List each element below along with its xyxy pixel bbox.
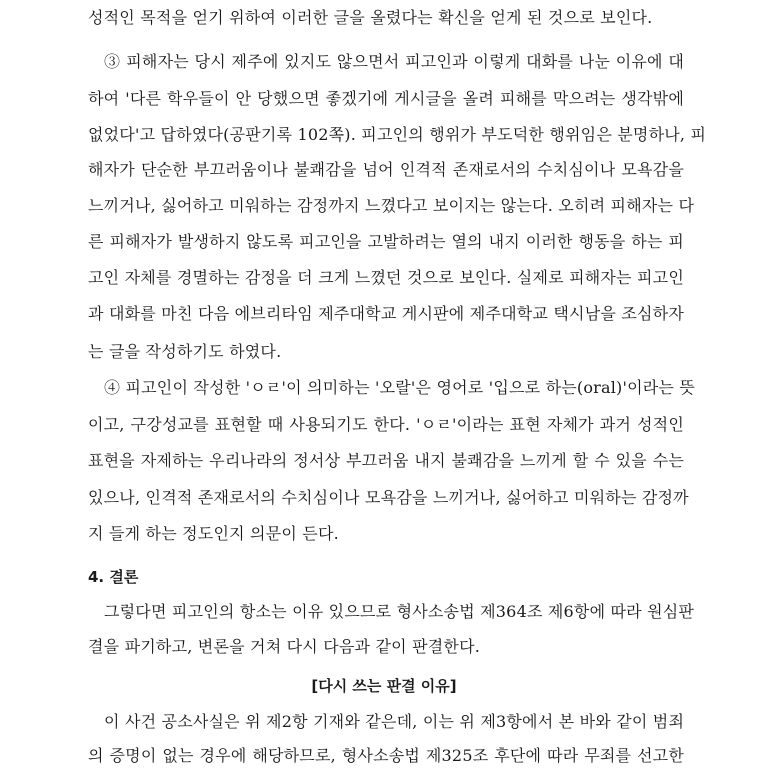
- paragraph-line: 느끼거나, 싫어하고 미워하는 감정까지 느꼈다고 보이지는 않는다. 오히려 피해자는 다: [88, 196, 695, 215]
- paragraph-line: 결을 파기하고, 변론을 거쳐 다시 다음과 같이 판결한다.: [88, 637, 481, 656]
- paragraph-line: 과 대화를 마친 다음 에브리타임 제주대학교 게시판에 제주대학교 택시남을 조심하자: [88, 304, 684, 323]
- paragraph-line: ③ 피해자는 당시 제주에 있지도 않으면서 피고인과 이렇게 대화를 나눈 이유에 대: [104, 52, 684, 71]
- paragraph-line: ④ 피고인이 작성한 'ㅇㄹ'이 의미하는 '오랄'은 영어로 '입으로 하는(oral)'이라는 뜻: [104, 378, 696, 397]
- paragraph-line: 있으나, 인격적 존재로서의 수치심이나 모욕감을 느끼거나, 싫어하고 미워하는 감정까: [88, 488, 689, 507]
- paragraph-line: 의 증명이 없는 경우에 해당하므로, 형사소송법 제325조 후단에 따라 무죄를 선고한: [88, 746, 684, 765]
- paragraph-line: 른 피해자가 발생하지 않도록 피고인을 고발하려는 열의 내지 이러한 행동을 하는 피: [88, 232, 684, 251]
- subheading: [다시 쓰는 판결 이유]: [311, 677, 457, 695]
- section-heading: 4. 결론: [88, 568, 139, 586]
- paragraph-line: 고인 자체를 경멸하는 감정을 더 크게 느꼈던 것으로 보인다. 실제로 피해자는 피고인: [88, 268, 684, 287]
- paragraph-line: 이고, 구강성교를 표현할 때 사용되기도 한다. 'ㅇㄹ'이라는 표현 자체가 과거 성적인: [88, 415, 684, 434]
- paragraph-line: 그렇다면 피고인의 항소는 이유 있으므로 형사소송법 제364조 제6항에 따라 원심판: [104, 602, 695, 621]
- paragraph-line: 성적인 목적을 얻기 위하여 이러한 글을 올렸다는 확신을 얻게 된 것으로 보인다.: [88, 8, 653, 27]
- paragraph-line: 하여 '다른 학우들이 안 당했으면 좋겠기에 게시글을 올려 피해를 막으려는 생각밖에: [88, 89, 684, 108]
- paragraph-line: 이 사건 공소사실은 위 제2항 기재와 같은데, 이는 위 제3항에서 본 바와 같이 범죄: [104, 712, 685, 731]
- paragraph-line: 없었다'고 답하였다(공판기록 102쪽). 피고인의 행위가 부도덕한 행위임은 분명하나, 피: [88, 125, 707, 144]
- paragraph-line: 지 들게 하는 정도인지 의문이 든다.: [88, 524, 339, 543]
- paragraph-line: 는 글을 작성하기도 하였다.: [88, 342, 282, 361]
- paragraph-line: 해자가 단순한 부끄러움이나 불쾌감을 넘어 인격적 존재로서의 수치심이나 모욕감을: [88, 160, 684, 179]
- paragraph-line: 표현을 자제하는 우리나라의 정서상 부끄러움 내지 불쾌감을 느끼게 할 수 있을 수는: [88, 451, 684, 470]
